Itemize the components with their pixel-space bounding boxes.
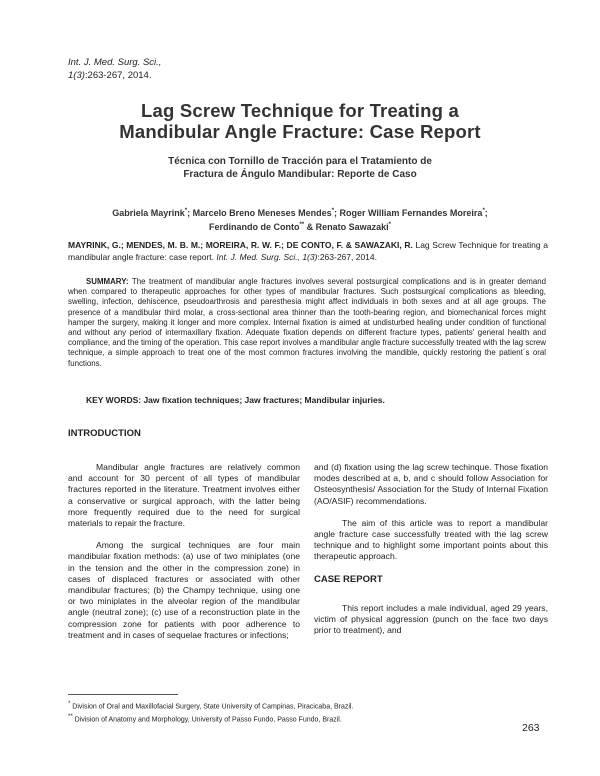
introduction-heading: INTRODUCTION	[68, 428, 141, 439]
article-subtitle	[0, 155, 600, 181]
intro-paragraph-2: Among the surgical techniques are four main mandibular fixation methods: (a) use of two miniplates (one in the tension and the other in the compression zone) in cases of displaced fractures or associated with other mandibular fractures; (b) the Champy technique, using one or two miniplates in the alveolar region of the mandibular angle (neutral zone); (c) use of a reconstruction plate in the compression zone for patients with poor adherence to treatment and in cases of sequelae fractures or infections;	[68, 540, 300, 640]
footnote-mark: *	[68, 701, 71, 707]
intro-paragraph-4: The aim of this article was to report a mandibular angle fracture case successfully treated with the lag screw technique and to highlight some important points about this therapeutic approach.	[314, 517, 548, 562]
case-paragraph-1: This report includes a male individual, aged 29 years, victim of physical aggression (punch on the face two days prior to treatment), and	[314, 602, 548, 636]
citation-authors: MAYRINK, G.; MENDES, M. B. M.; MOREIRA, R. W. F.; DE CONTO, F. & SAWAZAKI, R.	[68, 240, 413, 250]
subtitle-line-2: Fractura de Ángulo Mandibular: Reporte de Caso	[183, 169, 417, 180]
journal-reference	[68, 56, 161, 82]
title-line-2: Mandibular Angle Fracture: Case Report	[119, 121, 481, 142]
affiliation-mark: **	[299, 222, 305, 228]
affiliation-mark: *	[331, 208, 334, 214]
citation-text: Lag Screw Technique for treating a mandibular angle fracture: case report.	[68, 240, 548, 262]
right-column	[314, 462, 548, 647]
summary	[68, 277, 546, 369]
affiliation-mark: *	[388, 222, 392, 228]
author-moreira: ; Roger William Fernandes Moreira	[333, 208, 483, 218]
affiliation-mark: *	[184, 208, 188, 214]
author-sawazaki: & Renato Sawazaki	[304, 222, 389, 232]
author-mendes: ; Marcelo Breno Meneses Mendes	[187, 208, 332, 218]
affiliation-mark: *	[482, 208, 485, 214]
intro-paragraph-1: Mandibular angle fractures are relatively common and account for 30 percent of all types of mandibular fractures reported in the literature. Treatment involves either a conservative or surgical approach, with the latter being more frequently required due to the need for surgical materials to repair the fracture.	[68, 462, 300, 529]
intro-paragraph-3: and (d) fixation using the lag screw techinque. Those fixation modes described at a, b, and c should follow Association for Osteosynthesis/ Association for the Study of Internal Fixation (AO/ASIF) recommendations.	[314, 462, 548, 506]
page-number: 263	[522, 722, 540, 734]
journal-pages: :263-267, 2014.	[84, 70, 152, 81]
citation-journal: Int. J. Med. Surg. Sci., 1(3)	[216, 251, 318, 262]
footnotes	[68, 699, 353, 726]
author-separator: ;	[484, 208, 488, 218]
footnote-2: Division of Anatomy and Morphology, University of Passo Fundo, Passo Fundo, Brazil.	[72, 716, 342, 724]
article-title	[0, 100, 600, 142]
author-list	[0, 205, 600, 233]
summary-label: SUMMARY:	[86, 277, 129, 286]
title-line-1: Lag Screw Technique for Treating a	[141, 100, 459, 121]
summary-text: The treatment of mandibular angle fractures involves several postsurgical complications and is in greater demand when compared to therapeutic approaches for other types of mandibular fractures. Such postsurgical complications as bleeding, swelling, infection, dehiscence, pseudoarthrosis and paresthesia might affect individuals in both sexes and at all age groups. The presence of a mandibular third molar, a cross-sectional area thinner than the tooth-bearing region, and biomechanical forces might hamper the surgery, making it longer and more complex. Internal fixation is aimed at undisturbed healing under condition of functional and without any period of intermaxillary fixation. Adequate fixation depends on different fracture types, patients' general health and compliance, and the timing of the operation. This case report involves a mandibular angle fracture successfully treated with the lag screw technique, a simple approach to treat one of the most common fractures involving the mandible, quickly restoring the patient´s oral functions.	[68, 277, 546, 368]
case-report-heading: CASE REPORT	[314, 573, 383, 585]
author-mayrink: Gabriela Mayrink	[112, 208, 185, 218]
footnote-mark: **	[68, 714, 73, 721]
footnote-1: Division of Oral and Maxillofacial Surgery, State University of Campinas, Piracicaba, Brazil.	[70, 703, 354, 711]
citation	[68, 240, 548, 263]
author-de-conto: Ferdinando de Conto	[208, 222, 300, 232]
footnote-divider	[68, 694, 178, 695]
left-column	[68, 462, 300, 652]
keywords: KEY WORDS: Jaw fixation techniques; Jaw fractures; Mandibular injuries.	[86, 395, 385, 405]
citation-pages: :263-267, 2014.	[317, 251, 378, 262]
journal-name: Int. J. Med. Surg. Sci.,	[68, 57, 162, 68]
journal-volume: 1(3)	[68, 70, 85, 81]
subtitle-line-1: Técnica con Tornillo de Tracción para el Tratamiento de	[168, 156, 432, 167]
